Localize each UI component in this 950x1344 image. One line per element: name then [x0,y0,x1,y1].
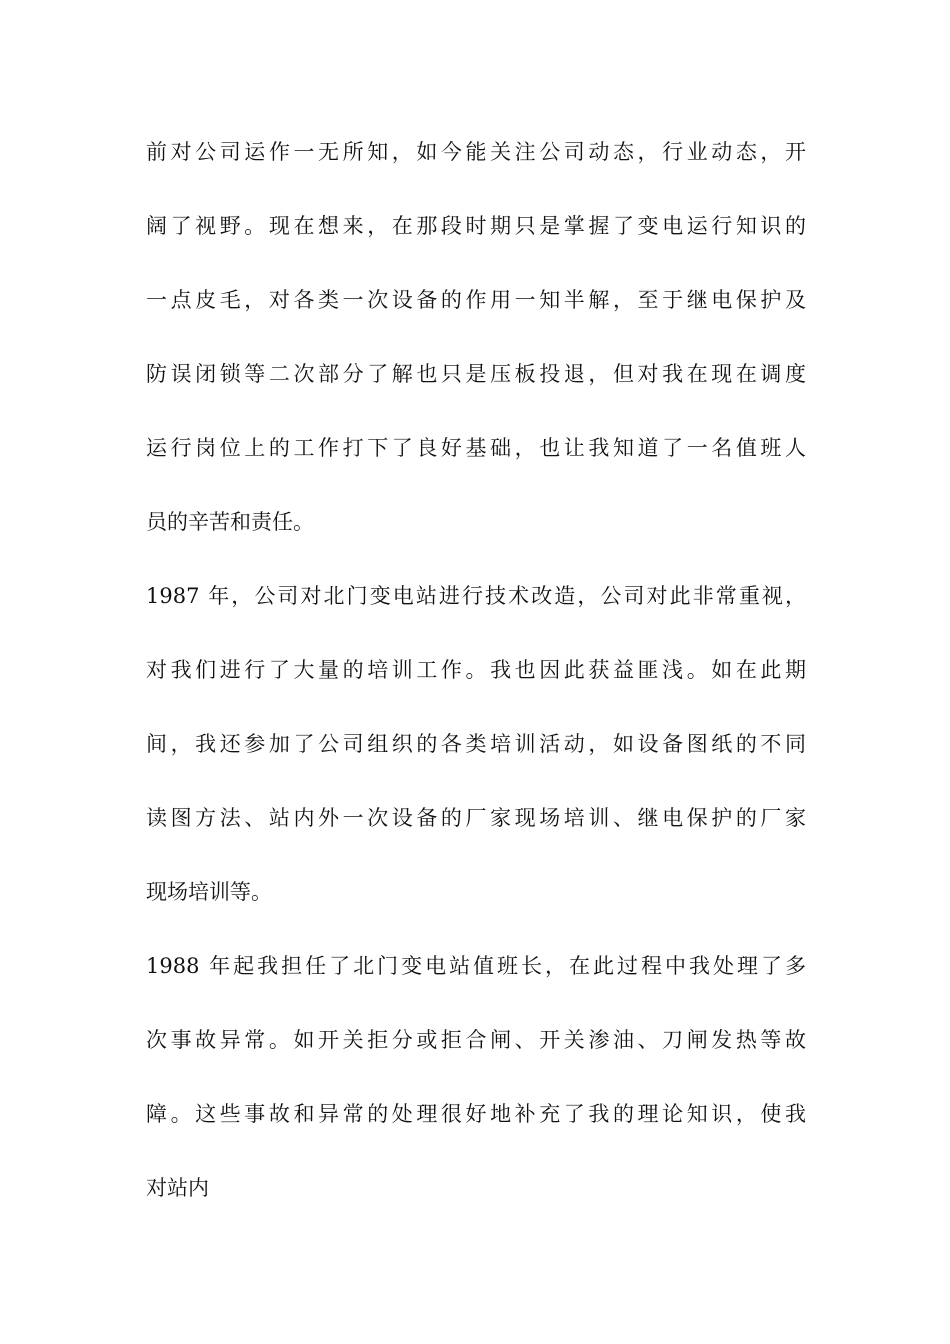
text-line: 现场培训等。 [146,880,272,904]
text-line: 间，我还参加了公司组织的各类培训活动，如设备图纸的不同 [146,732,806,756]
text-line: 阔了视野。现在想来，在那段时期只是掌握了变电运行知识的 [146,214,806,238]
text-line: 对站内 [146,1176,209,1200]
text-line: 1988 年起我担任了北门变电站值班长，在此过程中我处理了多 [146,954,806,978]
text-line: 障。这些事故和异常的处理很好地补充了我的理论知识，使我 [146,1102,806,1126]
text-line: 前对公司运作一无所知，如今能关注公司动态，行业动态，开 [146,140,806,164]
text-line: 1987 年，公司对北门变电站进行技术改造，公司对此非常重视， [146,584,806,608]
text-line: 一点皮毛，对各类一次设备的作用一知半解，至于继电保护及 [146,288,806,312]
text-line: 运行岗位上的工作打下了良好基础，也让我知道了一名值班人 [146,436,806,460]
document-body [146,134,806,1244]
text-line: 读图方法、站内外一次设备的厂家现场培训、继电保护的厂家 [146,806,806,830]
text-line: 员的辛苦和责任。 [146,510,314,534]
text-line: 对我们进行了大量的培训工作。我也因此获益匪浅。如在此期 [146,658,806,682]
text-line: 次事故异常。如开关拒分或拒合闸、开关渗油、刀闸发热等故 [146,1028,806,1052]
text-line: 防误闭锁等二次部分了解也只是压板投退，但对我在现在调度 [146,362,806,386]
